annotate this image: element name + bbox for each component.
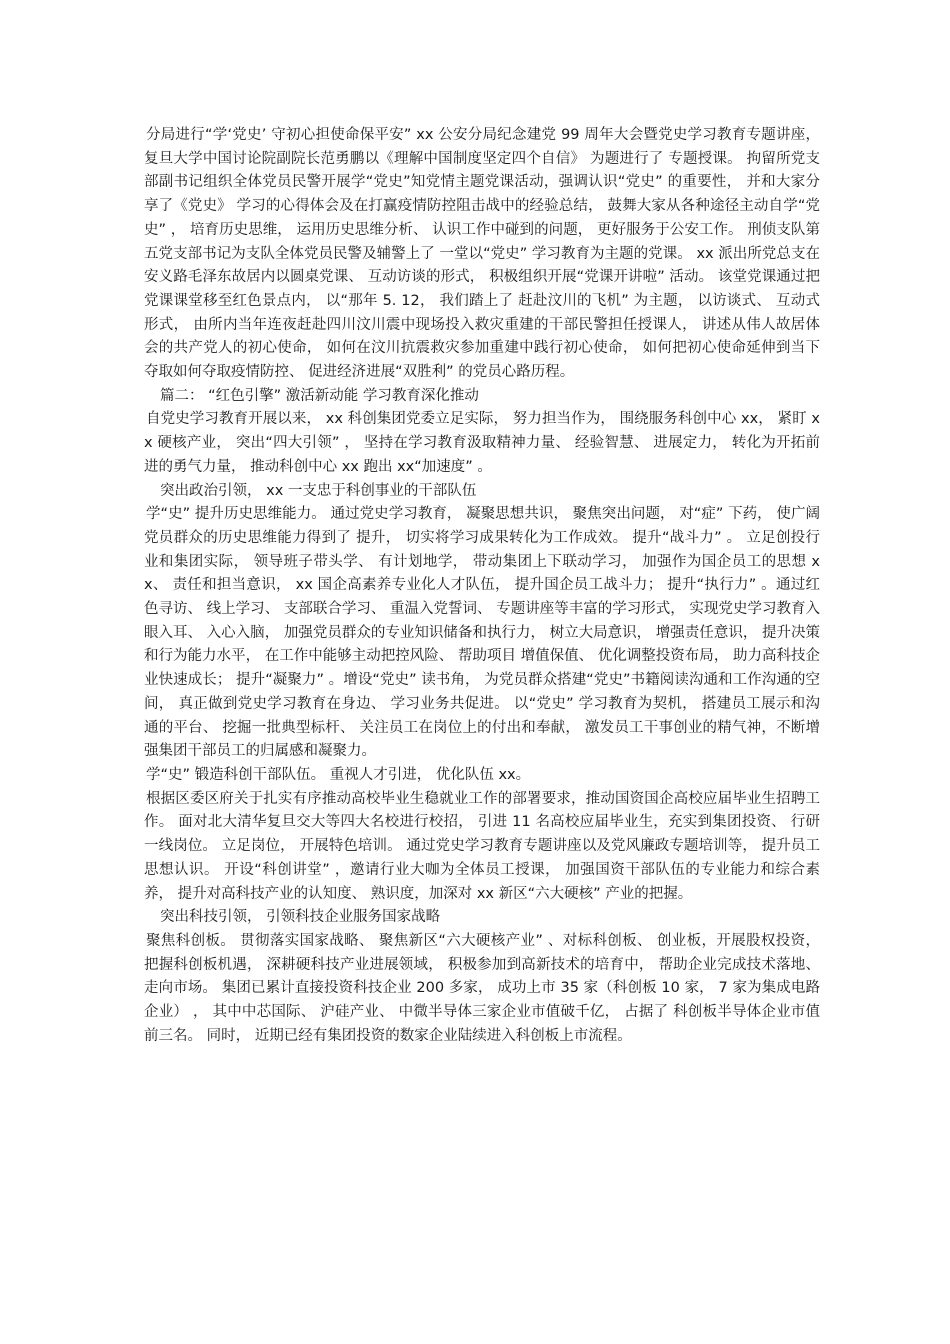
paragraph-star-market: 聚焦科创板。 贯彻落实国家战略、 聚焦新区“六大硬核产业” 、对标科创板、 创业板，开展股权投资， 把握科创板机遇， 深耕硬科技产业进展领域， 积极参加到高新技术的培育中， 帮助企业完成技术落地、 走向市场。 集团已累计直接投资科技企业 200 多家， 成功上市 35 家（科创板 10 家， 7 家为集成电路企业） ， 其中中芯国际、 沪硅产业、 中微半导体三家企业市值破千亿， 占据了 科创板半导体企业市值前三名。 同时， 近期已经有集团投资的数家企业陆续进入科创板上市流程。 bbox=[144, 932, 820, 1044]
section-heading-tech-lead: 突出科技引领， 引领科技企业服务国家战略 bbox=[160, 909, 441, 926]
document-page bbox=[144, 124, 820, 1048]
paragraph-graduate-recruitment: 根据区委区府关于扎实有序推动高校毕业生稳就业工作的部署要求，推动国资国企高校应届毕业生招聘工作。 面对北大清华复旦交大等四大名校进行校招， 引进 11 名高校应届毕业生，充实到集团投资、 行研一线岗位。 立足岗位， 开展特色培训。 通过党史学习教育专题讲座以及党风廉政专题培训等， 提升员工思想认识。 开设“科创讲堂” ，邀请行业大咖为全体员工授课， 加强国资干部队伍的专业能力和综合素养， 提升对高科技产业的认知度、 熟识度，加深对 xx 新区“六大硬核” 产业的把握。 bbox=[144, 790, 820, 902]
section-heading-part-two: 篇二： “红色引擎” 激活新动能 学习教育深化推动 bbox=[160, 387, 479, 404]
section-heading-political-lead: 突出政治引领， xx 一支忠于科创事业的干部队伍 bbox=[160, 482, 477, 499]
paragraph-history-thinking: 学“史” 提升历史思维能力。 通过党史学习教育， 凝聚思想共识， 聚焦突出问题， 对“症” 下药， 使广阔党员群众的历史思维能力得到了 提升， 切实将学习成果转化为工作成效。 提升“战斗力” 。 立足创投行业和集团实际， 领导班子带头学、 有计划地学， 带动集团上下联动学习， 加强作为国企员工的思想 xx、 责任和担当意识， xx 国企高素养专业化人才队伍， 提升国企员工战斗力； 提升“执行力” 。通过红色寻访、 线上学习、 支部联合学习、 重温入党誓词、 专题讲座等丰富的学习形式， 实现党史学习教育入眼入耳、 入心入脑， 加强党员群众的专业知识储备和执行力， 树立大局意识， 增强责任意识， 提升决策和行为能力水平， 在工作中能够主动把控风险、 帮助项目 增值保值、 优化调整投资布局， 助力高科技企业快速成长； 提升“凝聚力” 。增设“党史” 读书角， 为党员群众搭建“党史”书籍阅读沟通和工作沟通的空间， 真正做到党史学习教育在身边、 学习业务共促进。 以“党史” 学习教育为契机， 搭建员工展示和沟通的平台、 挖掘一批典型标杆、 关注员工在岗位上的付出和奉献， 激发员工干事创业的精气神，不断增强集团干部员工的归属感和凝聚力。 bbox=[144, 506, 820, 760]
paragraph-cadre-team: 学“史” 锻造科创干部队伍。 重视人才引进， 优化队伍 xx。 bbox=[146, 766, 531, 783]
paragraph-kechuang-intro: 自党史学习教育开展以来， xx 科创集团党委立足实际， 努力担当作为， 围绕服务科创中心 xx， 紧盯 xx 硬核产业， 突出“四大引领” ， 坚持在学习教育汲取精神力量、 经验智慧、 进展定力， 转化为开拓前进的勇气力量， 推动科创中心 xx 跑出 xx“加速度” 。 bbox=[144, 411, 820, 475]
paragraph-police-party-history: 分局进行“学‘党史’ 守初心担使命保平安” xx 公安分局纪念建党 99 周年大会暨党史学习教育专题讲座， 复旦大学中国讨论院副院长范勇鹏以《理解中国制度坚定四个自信》 为题进行了 专题授课。 拘留所党支部副书记组织全体党员民警开展学“党史”知党情主题党课活动，强调认识“党史” 的重要性， 并和大家分享了《党史》 学习的心得体会及在打赢疫情防控阻击战中的经验总结， 鼓舞大家从各种途径主动自学“党史” ， 培育历史思维， 运用历史思维分析、 认识工作中碰到的问题， 更好服务于公安工作。 刑侦支队第五党支部书记为支队全体党员民警及辅警上了 一堂以“党史” 学习教育为主题的党课。 xx 派出所党总支在安义路毛泽东故居内以圆桌党课、 互动访谈的形式， 积极组织开展“党课开讲啦” 活动。 该堂党课通过把党课课堂移至红色景点内， 以“那年 5. 12， 我们踏上了 赶赴汶川的飞机” 为主题， 以访谈式、 互动式形式， 由所内当年连夜赶赴四川汶川震中现场投入救灾重建的干部民警担任授课人， 讲述从伟人故居体会的共产党人的初心使命， 如何在汶川抗震救灾参加重建中践行初心使命， 如何把初心使命延伸到当下夺取如何夺取疫情防控、 促进经济进展“双胜利” 的党员心路历程。 bbox=[144, 127, 820, 381]
